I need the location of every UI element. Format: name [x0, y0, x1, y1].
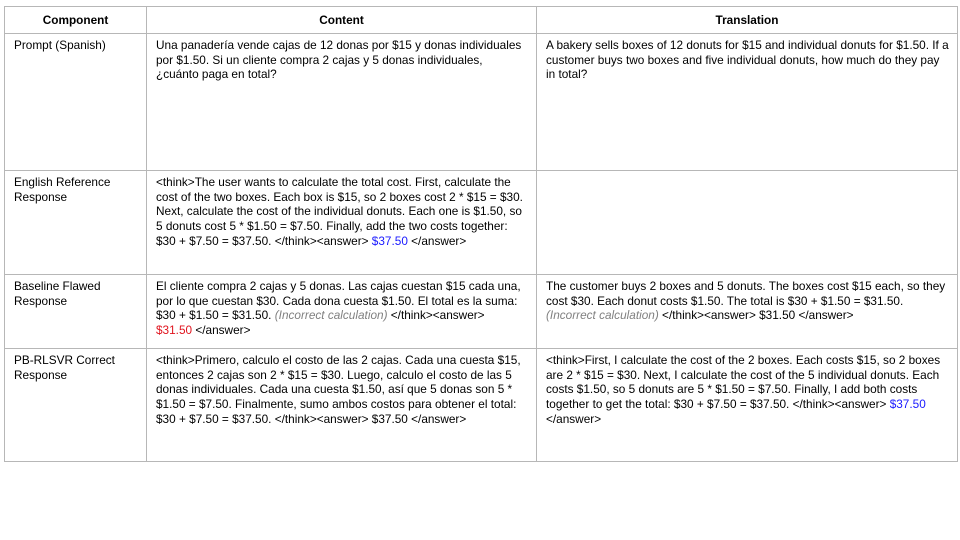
content-text-end: </answer> [407, 233, 467, 248]
translation-text: <think>First, I calculate the cost of the 2 boxes. Each costs $15, so 2 boxes are 2 * $15 = $30. Next, I calculate the cost of the 5 individual donuts. Each costs $1.50, so 5 donuts are 5 * $1.50 = $7.50. Finally, I add both costs together to get the total: $30 + $7.50 = $37.50. </think><answer> [546, 353, 941, 412]
content-text-mid: </think><answer> [387, 308, 485, 323]
comparison-table [4, 6, 958, 462]
table-row [5, 34, 958, 171]
answer-value: $31.50 [156, 323, 193, 338]
component-cell: PB-RLSVR Correct Response [5, 349, 147, 462]
table-row [5, 349, 958, 462]
answer-value: $37.50 [889, 397, 926, 412]
translation-cell [537, 275, 958, 349]
content-text: <think>The user wants to calculate the total cost. First, calculate the cost of the two boxes. Each box is $15, so 2 boxes cost 2 * $15 = $30. Next, calculate the cost of the individual donuts. Each one is $1.50, so 5 donuts cost 5 * $1.50 = $7.50. Finally, add the two costs together: $30 + $7.50 = $37.50. </think><answer> [156, 175, 523, 248]
content-cell: <think>Primero, calculo el costo de las 2 cajas. Cada una cuesta $15, entonces 2 cajas son 2 * $15 = $30. Luego, calculo el costo de las 5 donas individuales. Cada una cuesta $1.50, así que 5 donas son 5 * $1.50 = $7.50. Finalmente, sumo ambos costos para obtener el total: $30 + $7.50 = $37.50. </think><answer> $37.50 </answer> [147, 349, 537, 462]
component-cell: Prompt (Spanish) [5, 34, 147, 171]
translation-text-end: </answer> [546, 411, 602, 426]
header-content: Content [147, 7, 537, 34]
translation-text: The customer buys 2 boxes and 5 donuts. The boxes cost $15 each, so they cost $30. Each donut costs $1.50. The total is $30 + $1.50 = $31.50. [546, 279, 946, 308]
translation-cell: A bakery sells boxes of 12 donuts for $15 and individual donuts for $1.50. If a customer buys two boxes and five individual donuts, how much do they pay in total? [537, 34, 958, 171]
incorrect-note: (Incorrect calculation) [546, 308, 659, 323]
content-cell [147, 171, 537, 275]
header-component: Component [5, 7, 147, 34]
header-translation: Translation [537, 7, 958, 34]
content-cell: Una panadería vende cajas de 12 donas por $15 y donas individuales por $1.50. Si un cliente compra 2 cajas y 5 donas individuales, ¿cuánto paga en total? [147, 34, 537, 171]
translation-text-end: </think><answer> $31.50 </answer> [658, 308, 854, 323]
content-cell [147, 275, 537, 349]
answer-value: $37.50 [371, 233, 408, 248]
translation-cell [537, 171, 958, 275]
header-row [5, 7, 958, 34]
content-text-end: </answer> [192, 323, 251, 338]
table-row [5, 171, 958, 275]
content-text: El cliente compra 2 cajas y 5 donas. Las cajas cuestan $15 cada una, por lo que cuestan $30. Cada dona cuesta $1.50. El total es la suma: $30 + $1.50 = $31.50. [156, 279, 521, 323]
translation-cell [537, 349, 958, 462]
component-cell: English Reference Response [5, 171, 147, 275]
component-cell: Baseline Flawed Response [5, 275, 147, 349]
incorrect-note: (Incorrect calculation) [274, 308, 388, 323]
table-row [5, 275, 958, 349]
